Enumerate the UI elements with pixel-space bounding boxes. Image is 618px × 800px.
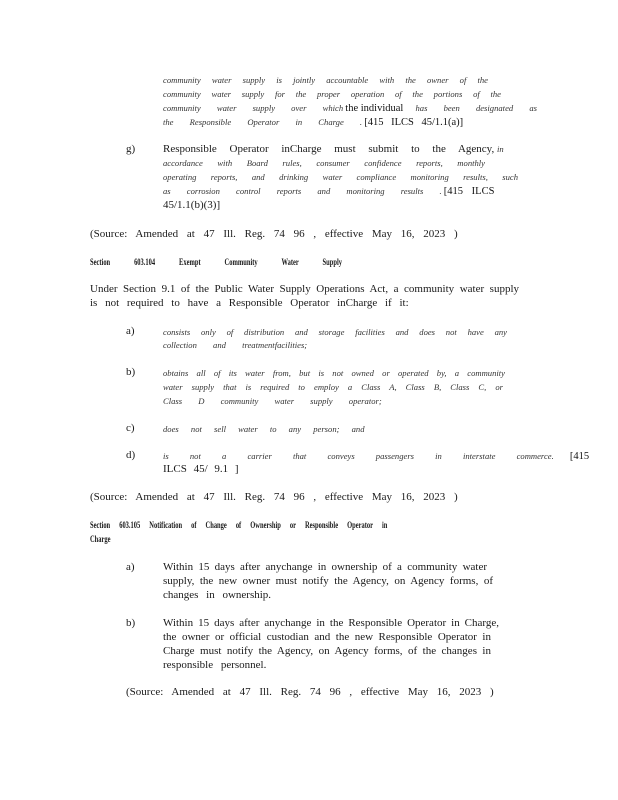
section-104-intro-line-2: is not required to have a Responsible Operator inCharge if it:	[90, 297, 409, 309]
continuation-line-3	[163, 103, 537, 114]
section-104-heading: Section 603.104 Exempt Community Water Supply	[90, 257, 342, 267]
item-g-line-1-a: Responsible Operator inCharge must submit to the Agency,	[163, 143, 495, 155]
section-104-item-a-label: a)	[126, 325, 135, 337]
section-105-item-b-label: b)	[126, 617, 136, 629]
section-105-item-b-line-1: Within 15 days after anychange in the Responsible Operator in Charge,	[163, 617, 499, 629]
continuation-line-4-b: [415 ILCS 45/1.1(a)]	[364, 117, 464, 128]
continuation-line-3-b: the individual	[345, 103, 404, 114]
section-104-item-b-line-3: Class D community water supply operator;	[163, 396, 382, 406]
section-104-item-a-line-2: collection and treatmentfacilities;	[163, 340, 308, 350]
section-104-item-d-line-1-b: [415	[569, 451, 590, 462]
item-g-line-4-b: [415 ILCS	[443, 186, 495, 197]
section-104-item-d-line-2: ILCS 45/ 9.1 ]	[163, 463, 239, 475]
source-note-1: (Source: Amended at 47 Ill. Reg. 74 96 , effective May 16, 2023 )	[90, 228, 458, 240]
item-g-label: g)	[126, 143, 136, 155]
item-g-line-1	[163, 143, 504, 155]
section-104-item-c-label: c)	[126, 422, 135, 434]
section-104-item-d-line-1	[163, 451, 589, 462]
section-105-item-a-line-1: Within 15 days after anychange in ownership of a community water	[163, 561, 487, 573]
continuation-line-3-a: community water supply over which	[163, 103, 344, 113]
section-105-item-b-line-3: Charge must notify the Agency, on Agency forms, of the changes in	[163, 645, 491, 657]
continuation-line-4-a: the Responsible Operator in Charge .	[163, 117, 363, 127]
section-104-item-a-line-1: consists only of distribution and storage facilities and does not have any	[163, 327, 507, 337]
section-104-item-b-line-1: obtains all of its water from, but is not owned or operated by, a community	[163, 368, 505, 378]
section-105-item-b-line-4: responsible personnel.	[163, 659, 267, 671]
item-g-line-5: 45/1.1(b)(3)]	[163, 199, 221, 211]
item-g-line-1-b: in	[496, 144, 504, 154]
continuation-line-1: community water supply is jointly accountable with the owner of the	[163, 75, 488, 85]
section-104-item-c-line-1: does not sell water to any person; and	[163, 424, 365, 434]
item-g-line-2: accordance with Board rules, consumer confidence reports, monthly	[163, 158, 485, 168]
section-105-item-a-line-2: supply, the new owner must notify the Agency, on Agency forms, of	[163, 575, 493, 587]
section-105-item-a-label: a)	[126, 561, 135, 573]
section-105-item-a-line-3: changes in ownership.	[163, 589, 272, 601]
source-note-2: (Source: Amended at 47 Ill. Reg. 74 96 , effective May 16, 2023 )	[90, 491, 458, 503]
item-g-line-3: operating reports, and drinking water compliance monitoring results, such	[163, 172, 518, 182]
section-105-heading-line-1: Section 603.105 Notification of Change of Ownership or Responsible Operator in	[90, 520, 388, 530]
source-note-3: (Source: Amended at 47 Ill. Reg. 74 96 , effective May 16, 2023 )	[126, 686, 494, 698]
section-105-item-b-line-2: the owner or official custodian and the new Responsible Operator in	[163, 631, 491, 643]
section-104-item-d-label: d)	[126, 449, 136, 461]
section-105-heading-line-2: Charge	[90, 534, 111, 544]
continuation-line-2: community water supply for the proper operation of the portions of the	[163, 89, 501, 99]
item-g-line-4	[163, 186, 494, 197]
item-g-line-4-a: as corrosion control reports and monitoring results .	[163, 186, 442, 196]
continuation-line-3-c: has been designated as	[415, 103, 537, 113]
section-104-item-b-line-2: water supply that is required to employ a Class A, Class B, Class C, or	[163, 382, 503, 392]
section-104-intro-line-1: Under Section 9.1 of the Public Water Supply Operations Act, a community water supply	[90, 283, 519, 295]
section-104-item-b-label: b)	[126, 366, 136, 378]
section-104-item-d-line-1-a: is not a carrier that conveys passengers in interstate commerce.	[163, 451, 554, 461]
continuation-line-4	[163, 117, 463, 128]
